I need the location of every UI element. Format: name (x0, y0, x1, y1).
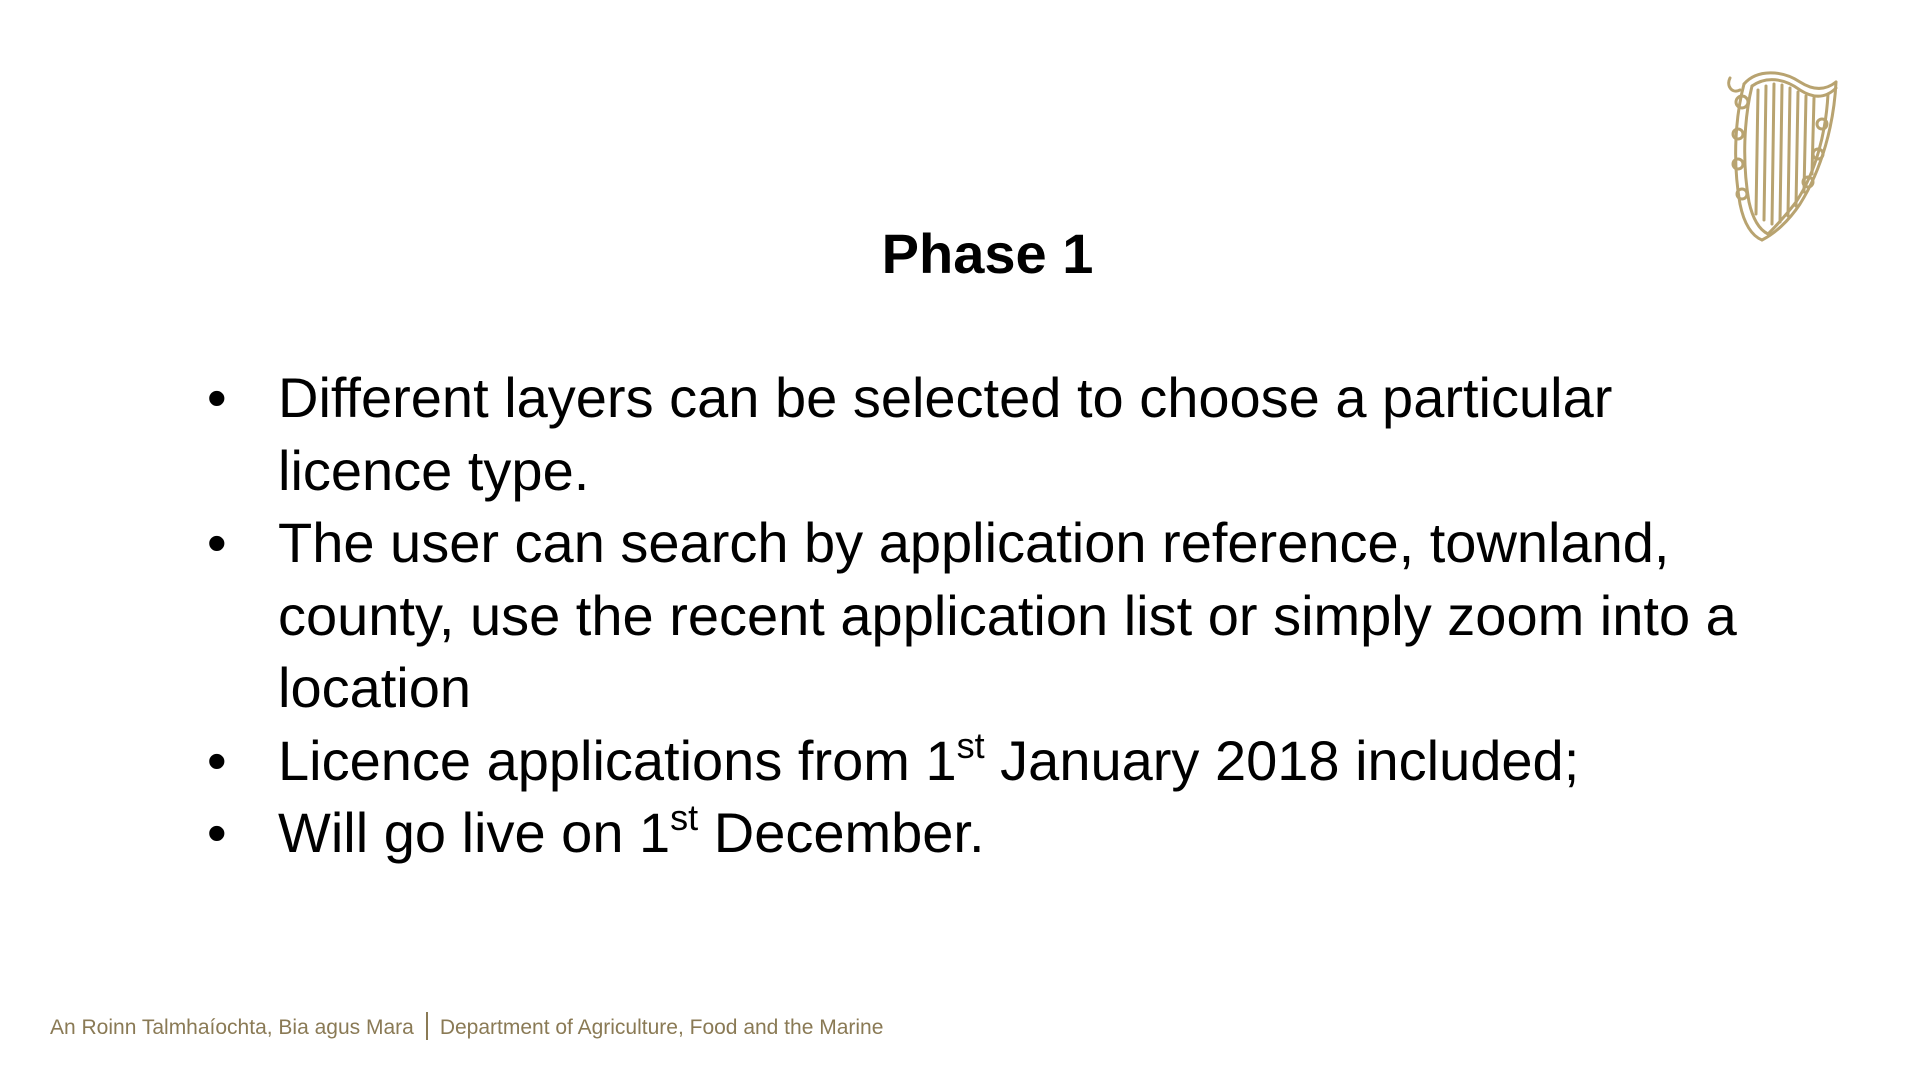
ordinal-suffix: st (670, 797, 699, 838)
bullet-text: Different layers can be selected to choose a particular licence type. (278, 366, 1613, 502)
footer (50, 1012, 883, 1042)
bullet-list (204, 362, 1764, 870)
bullet-text (278, 724, 1580, 792)
footer-irish-name: An Roinn Talmhaíochta, Bia agus Mara (50, 1016, 414, 1039)
bullet-item (204, 797, 1764, 870)
bullet-text-start: Will go live on 1 (278, 801, 671, 864)
bullet-marker: • (207, 366, 227, 429)
bullet-item (204, 725, 1764, 798)
bullet-marker: • (207, 801, 227, 864)
slide-title: Phase 1 (881, 222, 1094, 285)
footer-divider (426, 1012, 428, 1040)
bullet-marker: • (207, 728, 227, 792)
ordinal-suffix: st (956, 724, 985, 766)
bullet-text: The user can search by application reference, townland, county, use the recent application list or simply zoom into a location (278, 511, 1737, 719)
bullet-text-start: Licence applications from 1 (278, 728, 957, 792)
bullet-item (204, 362, 1764, 507)
bullet-text-end: January 2018 included; (984, 728, 1580, 792)
bullet-text (278, 797, 985, 864)
bullet-marker: • (207, 511, 227, 574)
footer-english-name: Department of Agriculture, Food and the Marine (439, 1016, 884, 1039)
bullet-item (204, 507, 1764, 725)
bullet-text-end: December. (698, 801, 985, 864)
harp-emblem-icon (1722, 64, 1842, 244)
